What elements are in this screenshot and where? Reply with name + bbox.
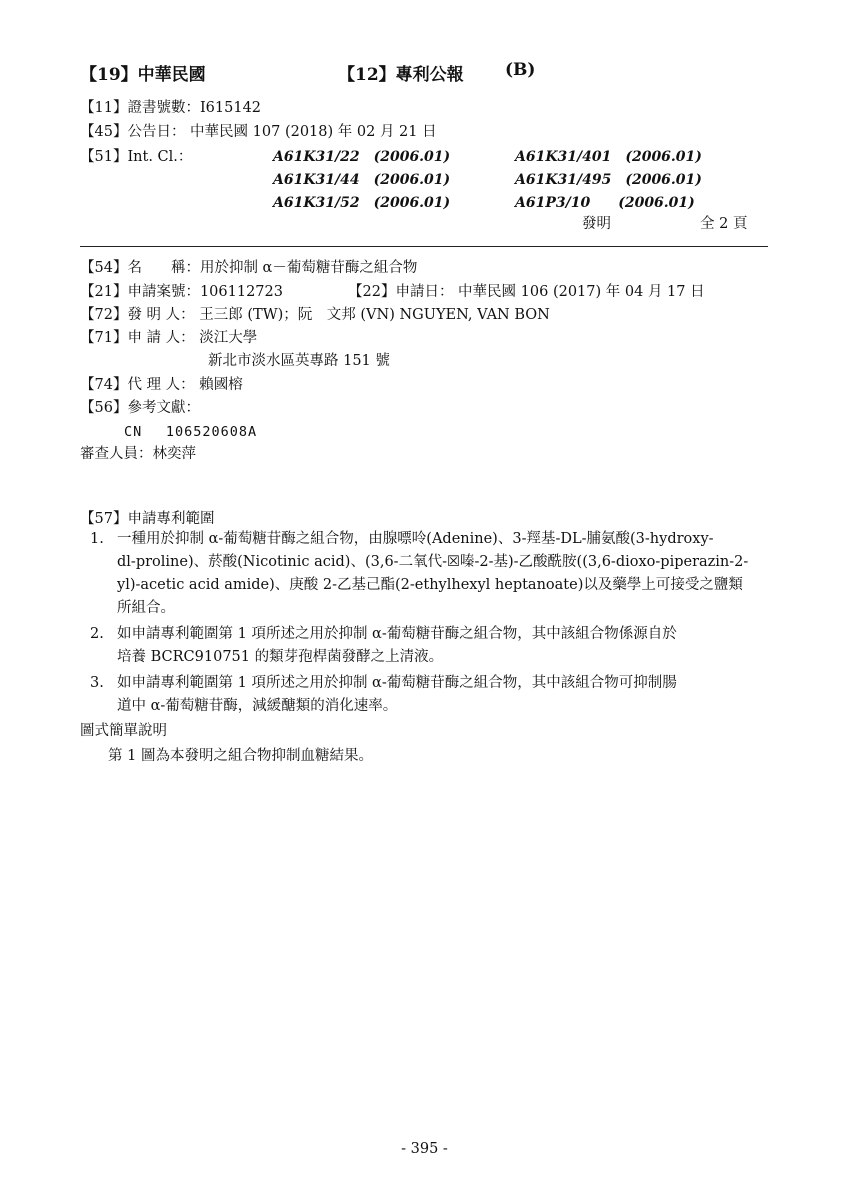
claims-heading: 【57】申請專利範圍 [80,511,215,527]
applicant-address: 新北市淡水區英專路 151 號 [208,353,390,369]
claim-number: 1. [90,531,104,547]
ipc-code: A61K31/22 (2006.01) [273,149,451,165]
publication-date: 【45】公告日： 中華民國 107 (2018) 年 02 月 21 日 [80,124,437,140]
claim-line: dl-proline)、菸酸(Nicotinic acid)、(3,6-二氧代-☒嗪-2-基)-乙酸酰胺((3,6-dioxo-piperazin-2- [117,554,749,570]
agent: 【74】代 理 人： 賴國榕 [80,377,243,393]
total-pages: 全 2 頁 [700,216,748,232]
claim-line: yl)-acetic acid amide)、庚酸 2-乙基己酯(2-ethylhexyl heptanoate)以及藥學上可接受之鹽類 [117,577,743,593]
claim-line: 道中 α-葡萄糖苷酶，減緩醣類的消化速率。 [117,698,398,714]
ipc-code: A61K31/52 (2006.01) [273,195,451,211]
claim-item [80,672,770,718]
inventors: 【72】發 明 人： 王三郎 (TW)；阮 文邦 (VN) NGUYEN, VAN BON [80,307,550,323]
ipc-code: A61P3/10 (2006.01) [515,195,695,211]
figures-heading: 圖式簡單說明 [80,723,167,739]
application-number: 【21】申請案號：106112723 [80,284,283,300]
references-label: 【56】參考文獻： [80,400,200,416]
claim-line: 如申請專利範圍第 1 項所述之用於抑制 α-葡萄糖苷酶之組合物，其中該組合物係源自於 [117,626,677,642]
claim-line: 如申請專利範圍第 1 項所述之用於抑制 α-葡萄糖苷酶之組合物，其中該組合物可抑制腸 [117,675,677,691]
invention-type: 發明 [582,216,611,232]
applicant: 【71】申 請 人： 淡江大學 [80,330,258,346]
claim-line: 一種用於抑制 α-葡萄糖苷酶之組合物，由腺嘌呤(Adenine)、3-羥基-DL-脯氨酸(3-hydroxy- [117,531,714,547]
country-header: 【19】中華民國 [80,65,206,85]
figure-description: 第 1 圖為本發明之組合物抑制血糖結果。 [108,748,373,764]
invention-title: 【54】名 稱：用於抑制 α－葡萄糖苷酶之組合物 [80,260,418,276]
kind-code: (B) [505,60,536,80]
page-number: - 395 - [401,1141,448,1157]
reference-entry: CN 106520608A [124,424,258,440]
claim-item [80,623,770,669]
ipc-code: A61K31/401 (2006.01) [515,149,702,165]
certificate-number: 【11】證書號數：I615142 [80,100,262,116]
int-cl-label: 【51】Int. Cl.： [80,149,193,165]
claim-line: 培養 BCRC910751 的類芽孢桿菌發酵之上清液。 [117,649,444,665]
examiner: 審查人員：林奕萍 [80,446,196,462]
section-divider [80,246,768,247]
application-date: 【22】申請日： 中華民國 106 (2017) 年 04 月 17 日 [348,284,705,300]
claim-number: 2. [90,626,104,642]
ipc-code: A61K31/44 (2006.01) [273,172,451,188]
ipc-code: A61K31/495 (2006.01) [515,172,702,188]
claim-number: 3. [90,675,104,691]
claim-line: 所組合。 [117,600,175,616]
document-type: 【12】專利公報 [338,65,464,85]
claim-item [80,528,770,620]
